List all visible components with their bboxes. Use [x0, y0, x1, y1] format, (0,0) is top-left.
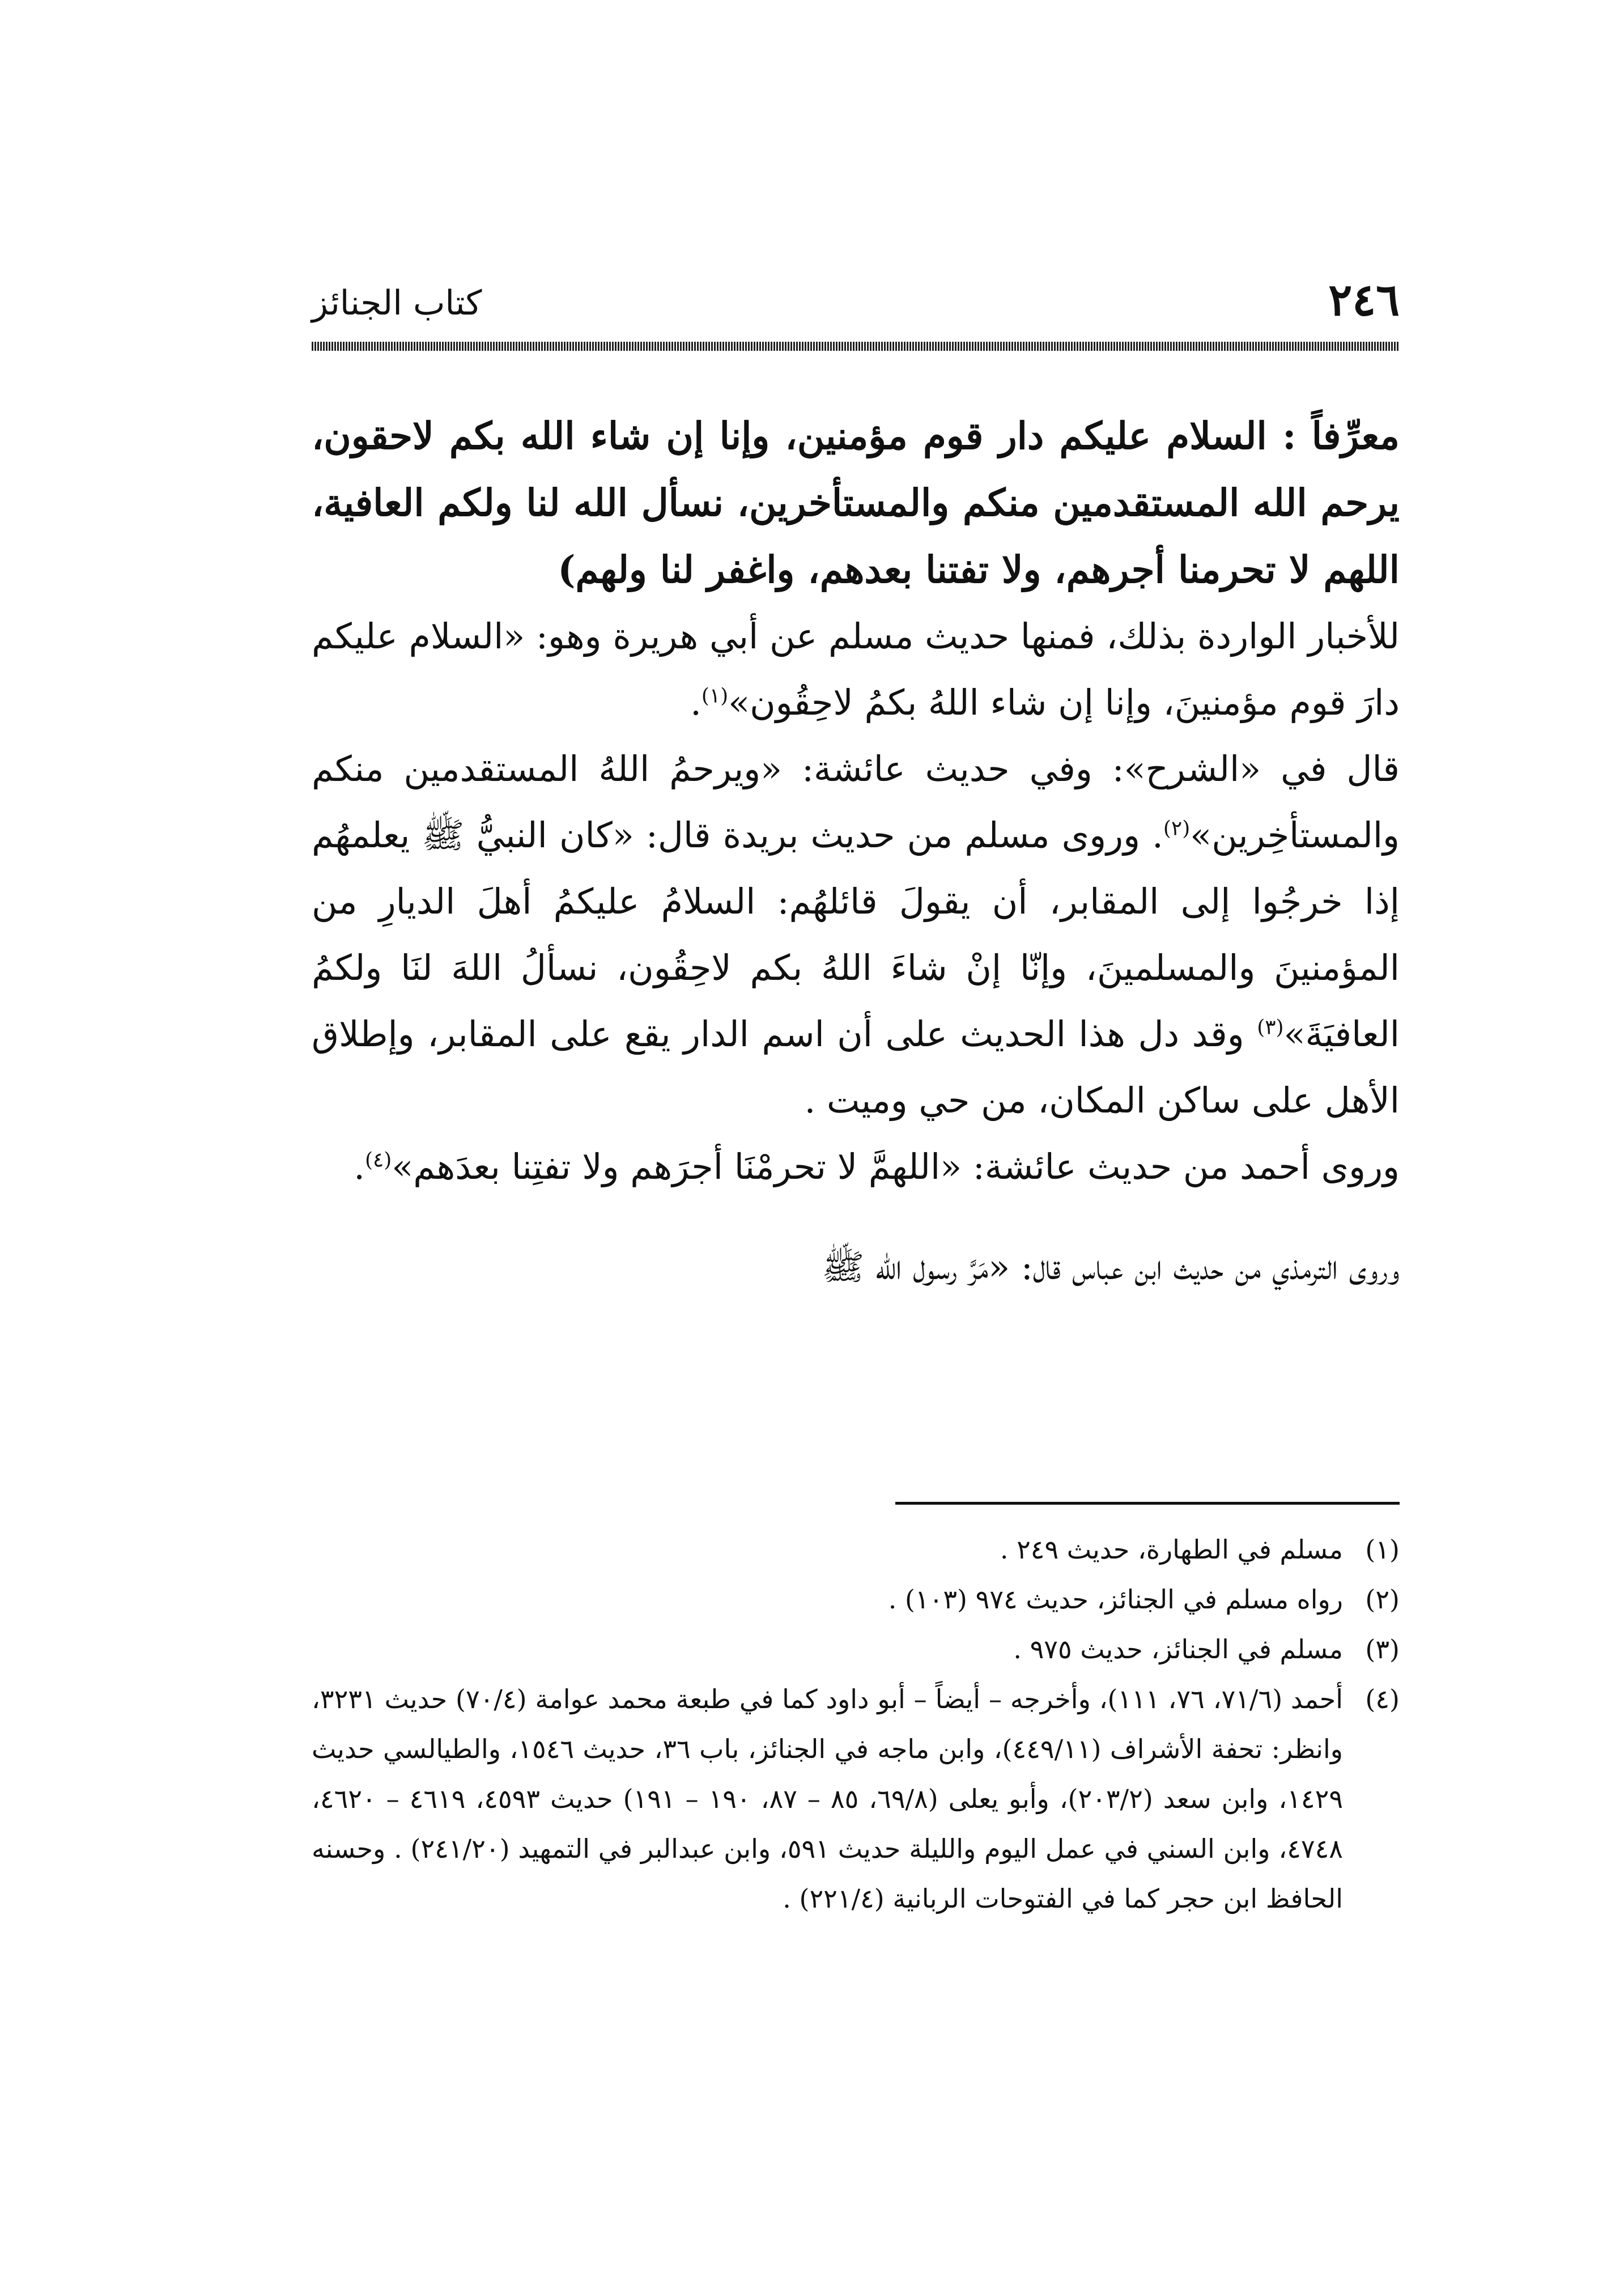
paragraph-2-text: قال في «الشرح»: وفي حديث عائشة: «ويرحمُ اللهُ المستقدمين منكم والمستأخِرين»	[312, 748, 1400, 856]
paragraph-1-text: للأخبار الواردة بذلك، فمنها حديث مسلم عن أبي هريرة وهو: «السلام عليكم دارَ قوم مؤمنينَ، وإنا إن شاء اللهُ بكمُ لاحِقُون»	[312, 615, 1400, 723]
bold-paragraph: معرِّفاً : السلام عليكم دار قوم مؤمنين، وإنا إن شاء الله بكم لاحقون، يرحم الله المستقدمين منكم والمستأخرين، نسأل الله لنا ولكم العافية، اللهم لا تحرمنا أجرهم، ولا تفتنا بعدهم، واغفر لنا ولهم)	[312, 414, 1400, 592]
footnote-text: أحمد (٧١/٦، ٧٦، ١١١)، وأخرجه – أيضاً – أبو داود كما في طبعة محمد عوامة (٧٠/٤) حديث ٣٢٣١، وانظر: تحفة الأشراف (٤٤٩/١١)، وابن ماجه في الجنائز، باب ٣٦، حديث ١٥٤٦، والطيالسي حديث ١٤٢٩، وابن سعد (٢٠٣/٢)، وأبو يعلى (٦٩/٨، ٨٥ – ٨٧، ١٩٠ – ١٩١) حديث ٤٥٩٣، ٤٦١٩ – ٤٦٢٠، ٤٧٤٨، وابن السني في عمل اليوم والليلة حديث ٥٩١، وابن عبدالبر في التمهيد (٢٤١/٢٠) . وحسنه الحافظ ابن حجر كما في الفتوحات الربانية (٢٢١/٤) .	[312, 1684, 1344, 1914]
footnote-ref-2[interactable]: (٢)	[1163, 817, 1191, 840]
paragraph-3-end: .	[354, 1146, 365, 1187]
paragraph-1-end: .	[690, 682, 702, 723]
footnote-ref-1[interactable]: (١)	[701, 684, 729, 708]
footnote-1	[312, 1525, 1400, 1574]
paragraph-3-text: وروى أحمد من حديث عائشة: «اللهمَّ لا تحرمْنَا أجرَهم ولا تفتِنا بعدَهم»	[392, 1146, 1400, 1187]
footnotes	[312, 1525, 1400, 1923]
footnote-2	[312, 1574, 1400, 1624]
page-header	[312, 272, 1400, 334]
paragraph-4: وروى الترمذي من حديث ابن عباس قال: «مَرَّ رسول الله ﷺ	[822, 1246, 1400, 1288]
header-rule	[312, 342, 1400, 351]
footnote-text: مسلم في الجنائز، حديث ٩٧٥ .	[1013, 1634, 1343, 1664]
paragraph-2	[312, 736, 1400, 1133]
footnote-3	[312, 1624, 1400, 1674]
chapter-title: كتاب الجنائز	[312, 283, 482, 323]
paragraph-1	[312, 603, 1400, 736]
footnote-ref-3[interactable]: (٣)	[1257, 1016, 1284, 1039]
footnote-text: مسلم في الطهارة، حديث ٢٤٩ .	[1000, 1534, 1343, 1565]
footnote-rule	[895, 1502, 1400, 1505]
footnote-number: (٤)	[1365, 1684, 1400, 1714]
footnote-4	[312, 1674, 1400, 1923]
main-text	[312, 402, 1400, 1300]
paragraph-3	[312, 1133, 1400, 1200]
paragraph-2-middle: . وروى مسلم من حديث بريدة قال: «كان النبيُّ ﷺ يعلمهُم إذا خرجُوا إلى المقابر، أن يقولَ قائلهُم: السلامُ عليكمُ أهلَ الديارِ من المؤمنينَ والمسلمينَ، وإنّا إنْ شاءَ اللهُ بكم لاحِقُون، نسألُ اللهَ لنَا ولكمُ العافيَةَ»	[312, 814, 1400, 1055]
footnote-number: (٢)	[1365, 1584, 1400, 1615]
footnote-number: (٣)	[1365, 1634, 1400, 1664]
footnote-number: (١)	[1365, 1534, 1400, 1565]
page-number: ٢٤٦	[1328, 274, 1400, 326]
paragraph-2-end: وقد دل هذا الحديث على أن اسم الدار يقع على المقابر، وإطلاق الأهل على ساكن المكان، من حي وميت .	[312, 1013, 1400, 1121]
footnote-ref-4[interactable]: (٤)	[364, 1148, 392, 1172]
footnote-text: رواه مسلم في الجنائز، حديث ٩٧٤ (١٠٣) .	[888, 1584, 1343, 1615]
